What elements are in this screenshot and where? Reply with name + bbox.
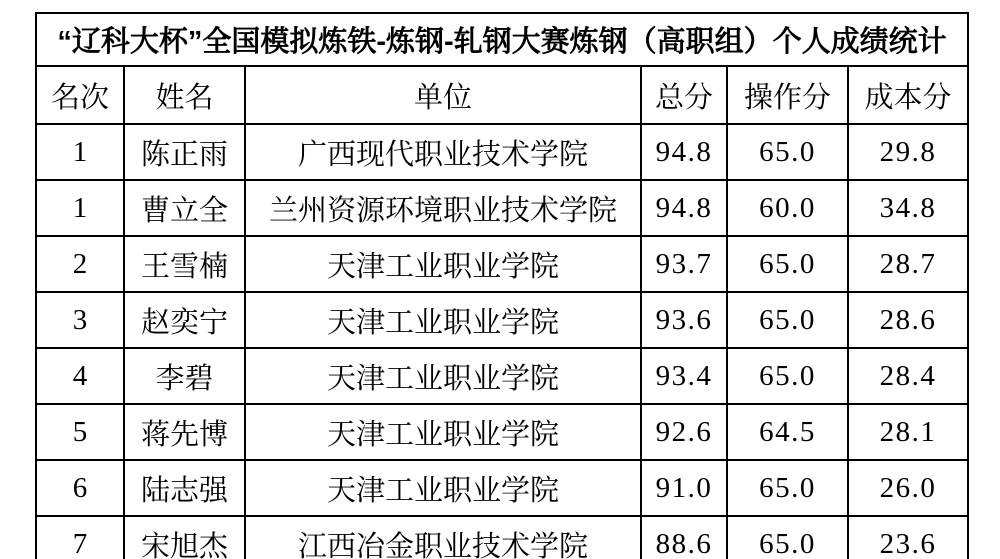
name-cell: 陈正雨 [124, 124, 245, 180]
column-header-name: 姓名 [124, 66, 245, 124]
column-header-unit: 单位 [245, 66, 641, 124]
name-cell: 赵奕宁 [124, 292, 245, 348]
operation-score-cell: 65.0 [727, 236, 848, 292]
column-header-operation-score: 操作分 [727, 66, 848, 124]
total-score-cell: 93.7 [641, 236, 727, 292]
unit-cell: 天津工业职业学院 [245, 404, 641, 460]
table-row [36, 124, 968, 180]
table-body [36, 124, 968, 559]
rank-cell: 3 [36, 292, 124, 348]
total-score-cell: 93.6 [641, 292, 727, 348]
operation-score-cell: 64.5 [727, 404, 848, 460]
operation-score-cell: 65.0 [727, 516, 848, 559]
operation-score-cell: 65.0 [727, 124, 848, 180]
rank-cell: 1 [36, 124, 124, 180]
cost-score-cell: 29.8 [848, 124, 968, 180]
rank-cell: 1 [36, 180, 124, 236]
operation-score-cell: 65.0 [727, 460, 848, 516]
total-score-cell: 93.4 [641, 348, 727, 404]
cost-score-cell: 28.6 [848, 292, 968, 348]
unit-cell: 天津工业职业学院 [245, 460, 641, 516]
unit-cell: 天津工业职业学院 [245, 348, 641, 404]
cost-score-cell: 34.8 [848, 180, 968, 236]
unit-cell: 天津工业职业学院 [245, 292, 641, 348]
rank-cell: 6 [36, 460, 124, 516]
unit-cell: 广西现代职业技术学院 [245, 124, 641, 180]
operation-score-cell: 65.0 [727, 348, 848, 404]
rank-cell: 7 [36, 516, 124, 559]
total-score-cell: 94.8 [641, 124, 727, 180]
score-table [35, 12, 969, 559]
table-header-row [36, 66, 968, 124]
operation-score-cell: 65.0 [727, 292, 848, 348]
column-header-cost-score: 成本分 [848, 66, 968, 124]
name-cell: 宋旭杰 [124, 516, 245, 559]
cost-score-cell: 28.7 [848, 236, 968, 292]
rank-cell: 5 [36, 404, 124, 460]
name-cell: 蒋先博 [124, 404, 245, 460]
table-row [36, 460, 968, 516]
rank-cell: 2 [36, 236, 124, 292]
cost-score-cell: 26.0 [848, 460, 968, 516]
name-cell: 曹立全 [124, 180, 245, 236]
column-header-total-score: 总分 [641, 66, 727, 124]
cost-score-cell: 28.4 [848, 348, 968, 404]
rank-cell: 4 [36, 348, 124, 404]
name-cell: 李碧 [124, 348, 245, 404]
total-score-cell: 91.0 [641, 460, 727, 516]
cost-score-cell: 28.1 [848, 404, 968, 460]
unit-cell: 兰州资源环境职业技术学院 [245, 180, 641, 236]
total-score-cell: 92.6 [641, 404, 727, 460]
cost-score-cell: 23.6 [848, 516, 968, 559]
operation-score-cell: 60.0 [727, 180, 848, 236]
unit-cell: 江西冶金职业技术学院 [245, 516, 641, 559]
table-row [36, 348, 968, 404]
name-cell: 王雪楠 [124, 236, 245, 292]
name-cell: 陆志强 [124, 460, 245, 516]
title-row [36, 13, 968, 66]
total-score-cell: 94.8 [641, 180, 727, 236]
total-score-cell: 88.6 [641, 516, 727, 559]
table-row [36, 180, 968, 236]
column-header-rank: 名次 [36, 66, 124, 124]
table-row [36, 292, 968, 348]
table-row [36, 404, 968, 460]
table-title: “辽科大杯”全国模拟炼铁-炼钢-轧钢大赛炼钢（高职组）个人成绩统计 [36, 13, 968, 66]
table-row [36, 516, 968, 559]
unit-cell: 天津工业职业学院 [245, 236, 641, 292]
table-row [36, 236, 968, 292]
